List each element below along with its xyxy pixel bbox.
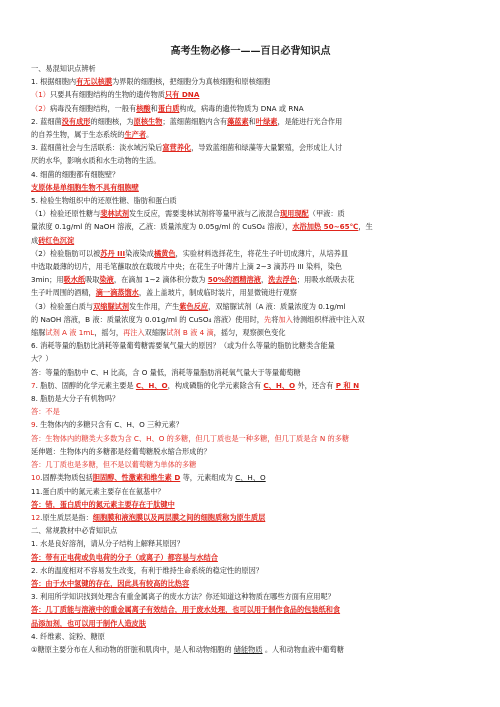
text-line bbox=[31, 630, 470, 643]
text-segment: . 生物体内的多糖只含有 C、H、O 三种元素？ bbox=[35, 420, 183, 430]
text-line bbox=[31, 326, 470, 339]
text-segment: ，摇匀， bbox=[94, 328, 124, 338]
text-segment: ，生 bbox=[358, 222, 373, 232]
text-segment: 答：由于水中氢键的存在，因此具有较高的比热容 bbox=[31, 578, 190, 588]
text-segment: （3）检验蛋白质与 bbox=[31, 301, 94, 311]
text-line bbox=[31, 300, 470, 313]
text-segment: 再注入 bbox=[123, 328, 145, 338]
text-segment: 1. 水是良好溶剂，请从分子结构上解释其原因？ bbox=[31, 539, 184, 549]
text-segment: 和 bbox=[150, 103, 158, 113]
text-line bbox=[31, 115, 470, 128]
text-segment: ，实验材料选择花生，将花生子叶切成薄片，从培养皿 bbox=[175, 248, 349, 258]
text-line bbox=[31, 432, 470, 445]
page-title: 高考生物必修一——百日必背知识点 bbox=[170, 46, 331, 57]
text-segment: 胆固醇、性激素和维生素 D bbox=[92, 473, 181, 483]
text-segment: .固醇类物质包括 bbox=[40, 473, 93, 483]
text-segment: 生子叶周围的酒精， bbox=[31, 288, 96, 298]
text-segment: 染液 bbox=[99, 275, 114, 285]
text-line bbox=[31, 102, 470, 115]
text-segment: 现用现配 bbox=[279, 209, 309, 219]
text-line bbox=[31, 418, 470, 431]
text-segment: 储能物质 bbox=[233, 644, 263, 654]
text-segment: 砖红色沉淀 bbox=[38, 235, 75, 245]
text-line bbox=[31, 498, 470, 511]
text-segment: 答：等量的脂肪中 C、H 比高，含 O 量低，消耗等量脂肪消耗氧气量大于等量葡萄糖 bbox=[31, 367, 301, 377]
text-line bbox=[31, 366, 470, 379]
section-heading-1: 一、易混知识点辨析 bbox=[31, 64, 96, 73]
text-segment: 中选取最薄的切片，用毛笔蘸取放在载玻片中央；在花生子叶薄片上滴 2~3 滴苏丹 III 染料，染色 bbox=[31, 262, 342, 272]
text-line bbox=[31, 273, 470, 286]
text-segment: 2. 水的温度相对不容易发生改变，有利于维持生命系统的稳定性的原因？ bbox=[31, 565, 263, 575]
text-line bbox=[31, 181, 470, 194]
text-line bbox=[31, 88, 470, 101]
text-segment: 为界限的细胞核，把细胞分为真核细胞和原核细胞 bbox=[112, 77, 271, 87]
text-line bbox=[31, 405, 470, 418]
text-segment: ；蓝细菌细胞内含有 bbox=[162, 116, 228, 126]
text-segment: 5. 检验生物组织中的还原性糖、脂肪和蛋白质 bbox=[31, 196, 177, 206]
text-line bbox=[31, 445, 470, 458]
text-segment: 吸水纸 bbox=[63, 275, 86, 285]
text-line bbox=[31, 458, 470, 471]
text-segment: 只要具有细胞结构的生物的遗传物质 bbox=[49, 90, 165, 100]
text-segment: 答：带有正电荷或负电荷的分子（或离子）都容易与水结合 bbox=[31, 552, 218, 562]
text-segment: 7 bbox=[31, 380, 36, 390]
text-line bbox=[31, 577, 470, 590]
text-segment: 发生反应，需要斐林试剂将等量甲液与乙液混合 bbox=[129, 209, 280, 219]
text-segment: 9 bbox=[31, 420, 36, 430]
text-line bbox=[31, 313, 470, 326]
text-segment: 3. 蓝细菌社会与生活联系：淡水域污染后 bbox=[31, 143, 163, 153]
text-segment: 滴一滴蒸馏水 bbox=[95, 288, 139, 298]
text-segment: 构成，病毒的遗传物质为 DNA 或 RNA bbox=[179, 103, 304, 113]
text-segment: 8. 脂肪是大分子有机物吗？ bbox=[31, 394, 120, 404]
text-line bbox=[31, 392, 470, 405]
section-heading-2: 二、常规教材中必背知识点 bbox=[31, 526, 118, 536]
text-segment: 橘黄色 bbox=[153, 248, 176, 258]
text-segment: 苏丹 III bbox=[100, 248, 126, 258]
text-segment: 50%的酒精溶液 bbox=[207, 275, 261, 285]
text-segment: . 脂肪、固醇的化学元素主要是 bbox=[35, 380, 136, 390]
text-segment: 蛋白质 bbox=[157, 103, 180, 113]
text-segment: 的 NaOH 溶液，B 液：质量浓度为 0.01g/ml 的 CuSO₄ 溶液）使用时， bbox=[31, 314, 264, 324]
text-segment: 厌的水华，影响水质和水生动物的生活。 bbox=[31, 156, 161, 166]
text-segment: ；用吸水纸吸去花 bbox=[296, 275, 355, 285]
text-segment: 紫色反应 bbox=[179, 301, 209, 311]
text-line bbox=[31, 564, 470, 577]
text-line bbox=[31, 234, 470, 247]
text-line bbox=[31, 471, 470, 484]
text-segment: 待测组织样液中注入双 bbox=[292, 314, 365, 324]
text-segment: ，双缩脲试剂（A 液：质量浓度为 0.1g/ml bbox=[208, 301, 346, 311]
text-segment: .原生质层是指： bbox=[40, 512, 93, 522]
text-segment: 没有成形 bbox=[61, 116, 91, 126]
text-line bbox=[31, 339, 470, 352]
text-segment: 原核生物 bbox=[133, 116, 163, 126]
text-segment: 洗去浮色 bbox=[268, 275, 297, 285]
text-line bbox=[31, 286, 470, 299]
text-segment: 6. 消耗等量的脂肪比消耗等量葡萄糖需要氧气量大的原因？（或为什么等量的脂肪比糖类含能量 bbox=[31, 341, 335, 351]
text-segment: 双缩脲试剂 bbox=[93, 301, 130, 311]
text-segment: 的自养生物，属于生态系统的 bbox=[31, 130, 125, 140]
text-segment: 等，元素组成为 bbox=[180, 473, 236, 483]
text-segment: 藻蓝素 bbox=[227, 116, 249, 126]
text-segment: 试剂 B 液 4 滴 bbox=[166, 328, 214, 338]
text-segment: 答：不是 bbox=[31, 407, 60, 417]
text-segment: 先 bbox=[264, 314, 272, 324]
text-segment: 品添加剂，也可以用于制作人造皮肤 bbox=[31, 618, 147, 628]
text-segment: （2）检验脂肪可以被 bbox=[31, 248, 101, 258]
text-segment: 加入 bbox=[278, 314, 293, 324]
text-line bbox=[31, 220, 470, 233]
text-line bbox=[31, 603, 470, 616]
text-segment: 吸取 bbox=[85, 275, 100, 285]
text-line bbox=[31, 537, 470, 550]
text-segment: ，在滴加 1~2 滴体积分数为 bbox=[113, 275, 208, 285]
text-line bbox=[31, 590, 470, 603]
text-segment: 3. 利用所学知识找到处理含有重金属离子的废水方法？你还知道这种物质在哪些方面有应用呢？ bbox=[31, 592, 335, 602]
text-segment: 延伸题：生物体内的多糖都是经葡萄糖脱水缩合形成的？ bbox=[31, 446, 211, 456]
text-segment: 支原体是单细胞生物不具有细胞壁 bbox=[31, 182, 139, 192]
text-segment: 大？） bbox=[31, 354, 53, 364]
text-segment: 只有 DNA bbox=[164, 90, 200, 100]
text-segment: ， bbox=[260, 275, 269, 285]
text-line bbox=[31, 247, 470, 260]
text-segment: 12 bbox=[31, 512, 41, 522]
text-line bbox=[31, 511, 470, 524]
text-segment: P 和 N bbox=[335, 380, 360, 390]
text-segment: ①糖原主要分布在人和动物的肝脏和肌肉中，是人和动物细胞的 bbox=[31, 644, 234, 654]
text-line bbox=[31, 260, 470, 273]
text-segment: 有无以核膜 bbox=[76, 77, 113, 87]
text-segment: 2. 蓝细菌 bbox=[31, 116, 62, 126]
text-segment: 将 bbox=[271, 314, 279, 324]
text-line bbox=[31, 75, 470, 88]
text-line bbox=[31, 168, 470, 181]
text-segment: 3min；用 bbox=[31, 275, 64, 285]
text-segment: 4. 纤维素、淀粉、糖原 bbox=[31, 631, 105, 641]
text-line bbox=[31, 154, 470, 167]
text-segment: 核酸 bbox=[136, 103, 151, 113]
text-segment: （2） bbox=[31, 103, 50, 113]
text-segment: 水浴加热 50~65℃ bbox=[292, 222, 359, 232]
text-segment: 病毒没有细胞结构，一般有 bbox=[49, 103, 137, 113]
text-segment: 斐林试剂 bbox=[100, 209, 130, 219]
text-segment: （1） bbox=[31, 90, 50, 100]
text-segment: 缩脲 bbox=[31, 328, 46, 338]
text-line bbox=[31, 551, 470, 564]
text-line bbox=[31, 194, 470, 207]
text-segment: 1. 根据细胞内 bbox=[31, 77, 77, 87]
text-segment: 答：错，蛋白质中的氮元素主要存在于肽键中 bbox=[31, 499, 175, 509]
text-segment: （甲液：质 bbox=[308, 209, 345, 219]
text-segment: 11.蛋白质中的氮元素主要存在在氨基中？ bbox=[31, 486, 165, 496]
text-segment: C、H、O bbox=[135, 380, 168, 390]
text-segment: 发生作用，产生 bbox=[129, 301, 180, 311]
text-line bbox=[31, 643, 470, 656]
text-line bbox=[31, 207, 470, 220]
text-segment: 。 bbox=[146, 130, 154, 140]
text-segment: 和 bbox=[248, 116, 256, 126]
text-segment: 叶绿素 bbox=[255, 116, 278, 126]
text-segment: 成 bbox=[31, 235, 39, 245]
text-segment: ，摇匀，观察颜色变化 bbox=[213, 328, 286, 338]
text-segment: 4. 细菌的细胞都有细胞壁？ bbox=[31, 169, 120, 179]
text-segment: ，盖上盖玻片，制成临时装片，用显微镜进行观察 bbox=[138, 288, 297, 298]
text-segment: 外，还含有 bbox=[295, 380, 336, 390]
text-segment: 的细胞核，为 bbox=[90, 116, 134, 126]
text-segment: （1）检验还原性糖与 bbox=[31, 209, 101, 219]
text-segment: 试剂 A 液 1mL bbox=[45, 328, 95, 338]
text-segment: 双缩脲 bbox=[144, 328, 167, 338]
text-segment: 生产者 bbox=[124, 130, 147, 140]
text-segment: 。人和动物血液中葡萄糖 bbox=[262, 644, 344, 654]
text-segment: 10 bbox=[31, 473, 41, 483]
text-segment: ，是能进行光合作用 bbox=[277, 116, 343, 126]
text-segment: 答：几丁质能与溶液中的重金属离子有效结合，用于废水处理，也可以用于制作食品的包装纸和食 bbox=[31, 605, 341, 615]
text-line bbox=[31, 617, 470, 630]
text-segment: ，构成磷脂的化学元素除含有 bbox=[167, 380, 264, 390]
text-segment: C、H、O bbox=[235, 473, 266, 483]
text-segment: 染液染成 bbox=[125, 248, 154, 258]
text-segment: 量浓度 0.1g/ml 的 NaOH 溶液，乙液：质量浓度为 0.05g/ml 的 CuSO₄ 溶液）， bbox=[31, 222, 293, 232]
text-segment: 富营养化 bbox=[162, 143, 192, 153]
text-line bbox=[31, 352, 470, 365]
text-line bbox=[31, 141, 470, 154]
text-segment: 答：生物体内的糖类大多数为含 C、H、O 的多糖，但几丁质也是一种多糖，但几丁质是含 N 的多糖 bbox=[31, 433, 350, 443]
text-line bbox=[31, 128, 470, 141]
text-line bbox=[31, 485, 470, 498]
text-line bbox=[31, 379, 470, 392]
text-segment: C、H、O bbox=[263, 380, 296, 390]
text-segment: ，导致蓝细菌和绿藻等大量繁殖，会形成让人讨 bbox=[191, 143, 343, 153]
text-segment: 答：几丁质也是多糖，但不是以葡萄糖为单体的多糖 bbox=[31, 460, 197, 470]
text-segment: 细胞膜和液泡膜以及两层膜之间的细胞质称为原生质层 bbox=[92, 512, 266, 522]
